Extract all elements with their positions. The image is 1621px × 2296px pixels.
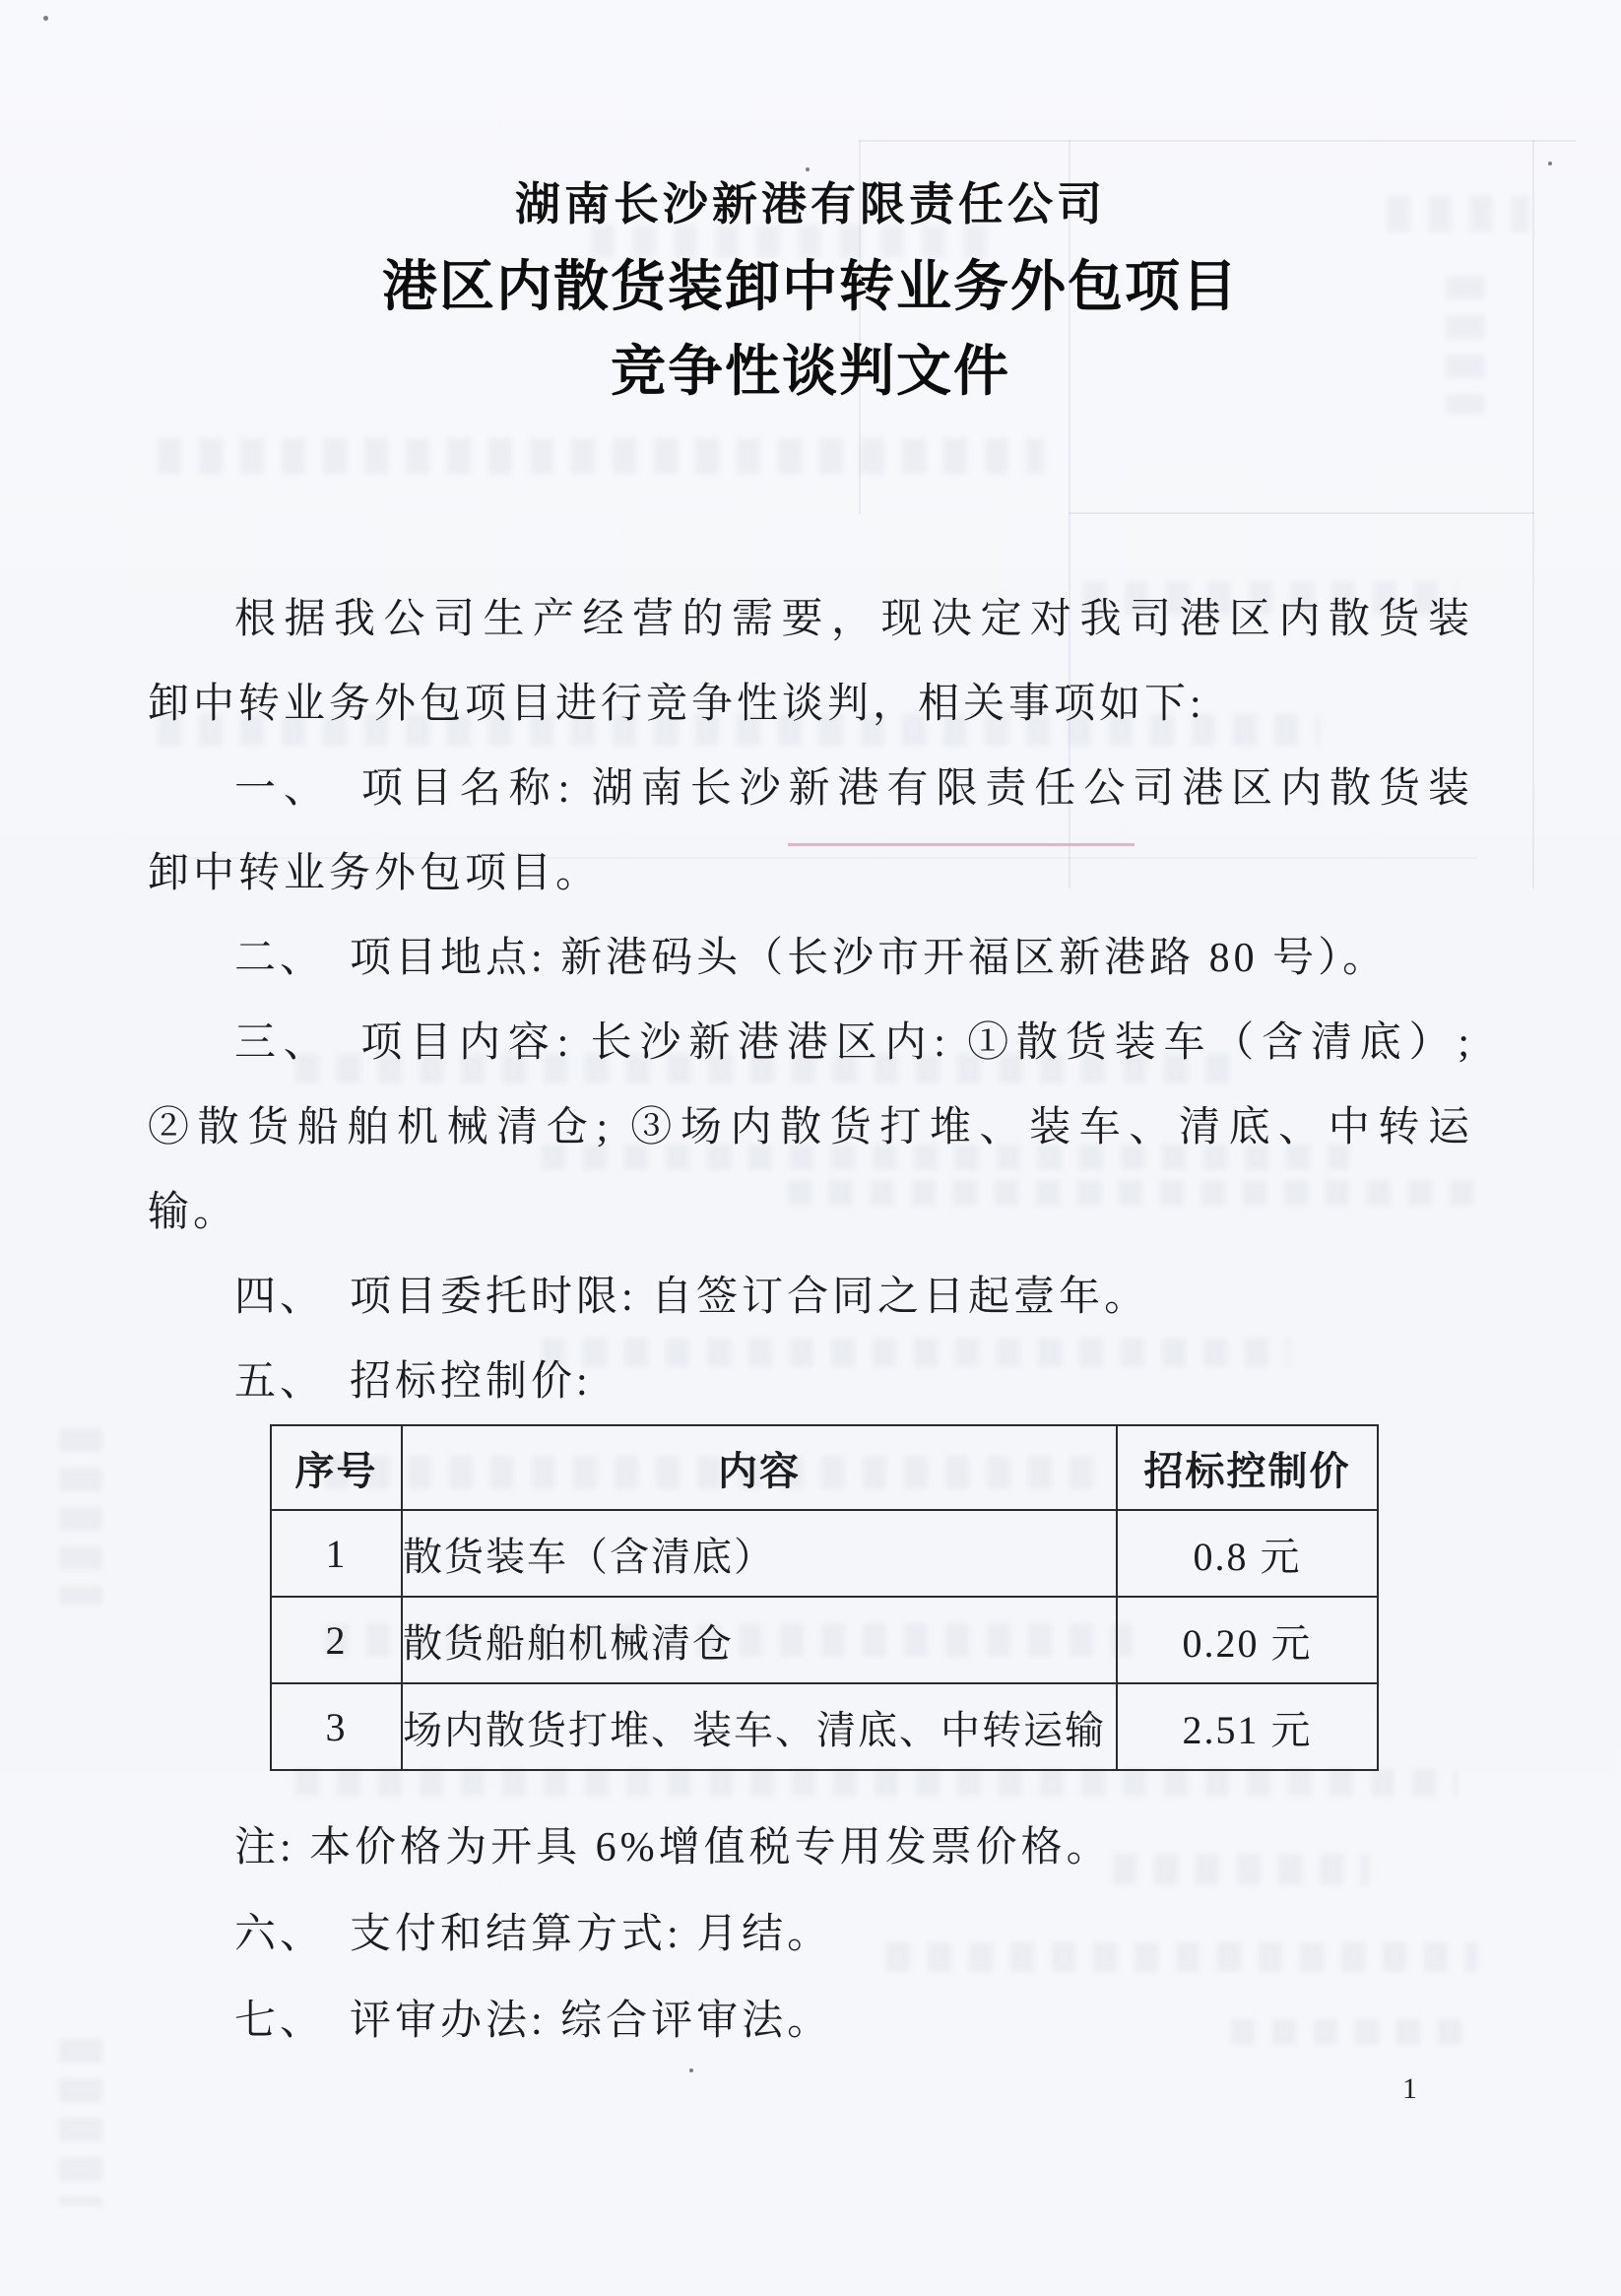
project-title: 港区内散货装卸中转业务外包项目 (382, 257, 1239, 318)
col-header-index: 序号 (271, 1425, 402, 1510)
item-3-project-content-line: 三、 项目内容: 长沙新港港区内: ①散货装车（含清底）; (234, 1020, 1473, 1066)
row-content: 场内散货打堆、装车、清底、中转运输 (402, 1683, 1117, 1770)
scan-speck (43, 16, 48, 21)
row-price: 0.8 元 (1117, 1510, 1378, 1597)
table-row (271, 1683, 1378, 1770)
notes-text (148, 1804, 1473, 2065)
item-1-project-name-line: 卸中转业务外包项目。 (148, 851, 602, 896)
col-header-content: 内容 (402, 1425, 1117, 1510)
tax-note-line: 注: 本价格为开具 6%增值税专用发票价格。 (234, 1825, 1112, 1870)
bleedthrough-line (859, 140, 1576, 142)
row-price: 2.51 元 (1117, 1683, 1378, 1770)
item-6-payment-line: 六、 支付和结算方式: 月结。 (234, 1912, 833, 1957)
bleedthrough-line (1532, 140, 1534, 888)
bleedthrough-smudge (59, 2039, 102, 2206)
item-3-project-content-line: ②散货船舶机械清仓; ③场内散货打堆、装车、清底、中转运 (148, 1105, 1473, 1150)
row-price: 0.20 元 (1117, 1597, 1378, 1683)
row-index: 2 (271, 1597, 402, 1683)
item-4-project-term-line: 四、 项目委托时限: 自签订合同之日起壹年。 (234, 1275, 1150, 1320)
scan-speck (689, 2068, 693, 2072)
scan-speck (806, 167, 810, 171)
page-number: 1 (1402, 2072, 1417, 2105)
bid-control-price-table (270, 1424, 1379, 1771)
item-1-project-name-line: 一、 项目名称: 湖南长沙新港有限责任公司港区内散货装 (234, 766, 1473, 812)
row-content: 散货装车（含清底） (402, 1510, 1117, 1597)
item-7-review-method-line: 七、 评审办法: 综合评审法。 (234, 1999, 833, 2044)
item-5-control-price-line: 五、 招标控制价: (234, 1359, 592, 1405)
item-2-project-location-line: 二、 项目地点: 新港码头（长沙市开福区新港路 80 号）。 (234, 936, 1389, 981)
row-index: 3 (271, 1683, 402, 1770)
item-3-project-content-line: 输。 (148, 1190, 239, 1235)
row-index: 1 (271, 1510, 402, 1597)
table-row (271, 1597, 1378, 1683)
body-text (148, 577, 1473, 1424)
company-title: 湖南长沙新港有限责任公司 (515, 179, 1106, 230)
table-row (271, 1510, 1378, 1597)
paragraph-line: 卸中转业务外包项目进行竞争性谈判，相关事项如下: (148, 682, 1205, 727)
col-header-control-price: 招标控制价 (1117, 1425, 1378, 1510)
table-header-row (271, 1425, 1378, 1510)
doctype-title: 竞争性谈判文件 (611, 342, 1010, 403)
bleedthrough-smudge (59, 1428, 102, 1606)
scan-speck (1548, 162, 1552, 165)
row-content: 散货船舶机械清仓 (402, 1597, 1117, 1683)
paragraph-line: 根据我公司生产经营的需要，现决定对我司港区内散货装 (234, 597, 1473, 642)
document-content (148, 175, 1473, 2065)
